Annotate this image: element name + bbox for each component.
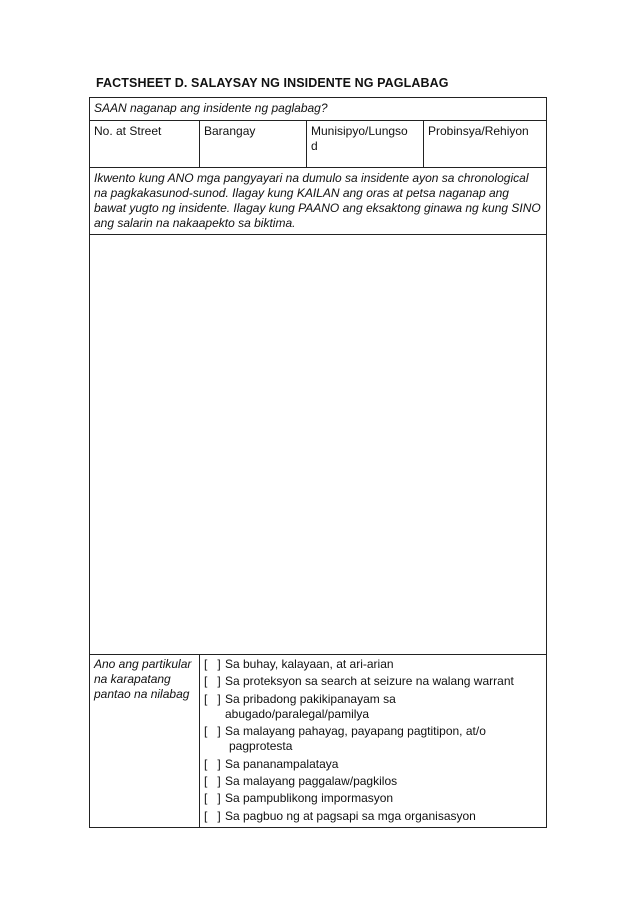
narrative-area[interactable] (90, 235, 547, 655)
rights-option-label: Sa malayang paggalaw/pagkilos (225, 773, 398, 788)
street-field[interactable] (90, 121, 200, 168)
rights-option (204, 692, 542, 722)
rights-option (204, 657, 542, 672)
form-title: FACTSHEET D. SALAYSAY NG INSIDENTE NG PAGLABAG (96, 76, 449, 90)
where-question: SAAN naganap ang insidente ng paglabag? (90, 98, 547, 121)
barangay-field[interactable] (200, 121, 307, 168)
rights-option (204, 809, 542, 824)
rights-options-list (204, 657, 542, 824)
rights-option-label: Sa pagbuo ng at pagsapi sa mga organisasyon (225, 808, 476, 823)
rights-option-checkbox[interactable]: [ ] (204, 674, 221, 689)
rights-option-checkbox[interactable]: [ ] (204, 756, 221, 771)
municipality-field[interactable] (307, 121, 424, 168)
rights-option-label: Sa pananampalataya (225, 756, 339, 771)
rights-option-label: Sa pampublikong impormasyon (225, 791, 394, 806)
rights-option-checkbox[interactable]: [ ] (204, 724, 221, 739)
rights-option-checkbox[interactable]: [ ] (204, 773, 221, 788)
rights-option-label: Sa malayang pahayag, payapang pagtitipon, at/o pagprotesta (225, 724, 486, 754)
barangay-label: Barangay (204, 124, 256, 138)
incident-form (89, 97, 547, 828)
rights-option (204, 757, 542, 772)
narrative-instruction: Ikwento kung ANO mga pangyayari na dumulo sa insidente ayon sa chronological na pagkakasunod-sunod. Ilagay kung KAILAN ang oras at petsa naganap ang bawat yugto ng insidente. Ilagay kung PAANO ang eksaktong ginawa ng kung SINO ang salarin na nakaapekto sa biktima. (90, 168, 547, 235)
rights-violated-label: Ano ang partikular na karapatang pantao na nilabag (90, 655, 200, 828)
rights-option-checkbox[interactable]: [ ] (204, 808, 221, 823)
rights-option (204, 724, 542, 754)
rights-option (204, 791, 542, 806)
rights-option-checkbox[interactable]: [ ] (204, 691, 221, 706)
rights-option (204, 774, 542, 789)
rights-option-checkbox[interactable]: [ ] (204, 657, 221, 671)
province-field[interactable] (424, 121, 547, 168)
rights-option-checkbox[interactable]: [ ] (204, 791, 221, 806)
street-label: No. at Street (94, 124, 162, 138)
municipality-label: Munisipyo/Lungso d (311, 124, 408, 153)
province-label: Probinsya/Rehiyon (428, 124, 529, 138)
rights-option-label: Sa buhay, kalayaan, at ari-arian (225, 657, 394, 671)
rights-option-label: Sa pribadong pakikipanayam sa abugado/paralegal/pamilya (225, 691, 396, 721)
rights-option (204, 674, 542, 689)
rights-option-label: Sa proteksyon sa search at seizure na walang warrant (225, 674, 514, 689)
rights-options-cell (200, 655, 547, 828)
